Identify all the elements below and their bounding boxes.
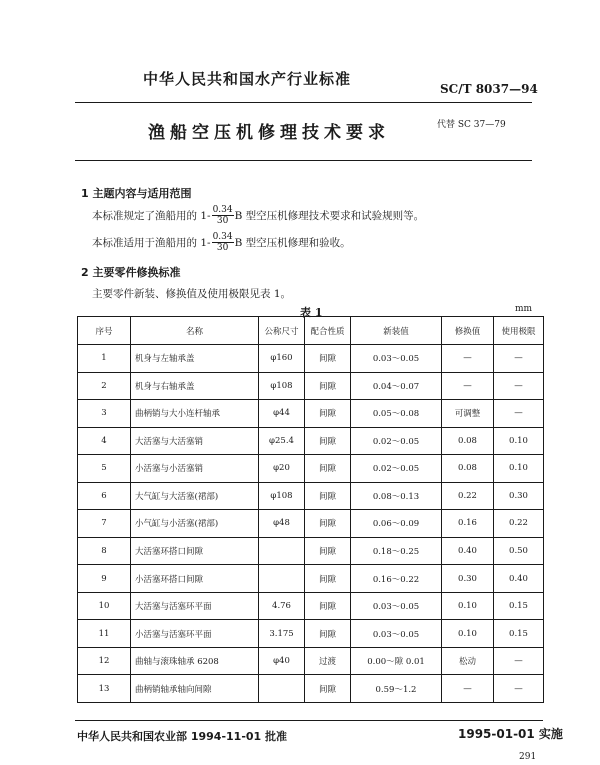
cell-new-value: 0.02～0.05	[351, 427, 442, 455]
section-1-heading: 1 主题内容与适用范围	[81, 187, 192, 200]
cell-replace-value: 松动	[442, 647, 494, 675]
col-header-fit-type: 配合性质	[305, 317, 351, 345]
cell-replace-value: —	[442, 372, 494, 400]
cell-index: 11	[78, 620, 131, 648]
cell-nominal-size: φ25.4	[259, 427, 305, 455]
cell-service-limit: 0.10	[494, 427, 544, 455]
cell-index: 4	[78, 427, 131, 455]
cell-replace-value: 0.16	[442, 510, 494, 538]
cell-service-limit: —	[494, 372, 544, 400]
cell-fit-type: 间隙	[305, 510, 351, 538]
cell-replace-value: 可调整	[442, 400, 494, 428]
cell-service-limit: 0.22	[494, 510, 544, 538]
cell-nominal-size: φ44	[259, 400, 305, 428]
table-row	[78, 510, 544, 538]
cell-index: 7	[78, 510, 131, 538]
cell-nominal-size: 4.76	[259, 592, 305, 620]
cell-name: 小活塞环搭口间隙	[131, 565, 259, 593]
cell-nominal-size: φ48	[259, 510, 305, 538]
cell-service-limit: —	[494, 647, 544, 675]
document-title: 渔船空压机修理技术要求	[148, 123, 390, 143]
cell-nominal-size: 3.175	[259, 620, 305, 648]
cell-new-value: 0.18～0.25	[351, 537, 442, 565]
table-row	[78, 647, 544, 675]
cell-nominal-size	[259, 565, 305, 593]
cell-service-limit: 0.15	[494, 592, 544, 620]
footer-rule	[75, 720, 543, 721]
cell-index: 1	[78, 345, 131, 373]
cell-fit-type: 间隙	[305, 565, 351, 593]
cell-index: 10	[78, 592, 131, 620]
header-rule-bottom	[75, 160, 532, 161]
paragraph-scope	[92, 205, 424, 226]
cell-index: 9	[78, 565, 131, 593]
cell-name: 小活塞与活塞环平面	[131, 620, 259, 648]
cell-nominal-size: φ108	[259, 482, 305, 510]
cell-name: 大气缸与大活塞(裙部)	[131, 482, 259, 510]
cell-new-value: 0.03～0.05	[351, 345, 442, 373]
cell-name: 大活塞与大活塞销	[131, 427, 259, 455]
cell-new-value: 0.59～1.2	[351, 675, 442, 703]
cell-replace-value: —	[442, 675, 494, 703]
cell-fit-type: 间隙	[305, 345, 351, 373]
cell-name: 大活塞与活塞环平面	[131, 592, 259, 620]
cell-service-limit: 0.10	[494, 455, 544, 483]
cell-nominal-size	[259, 675, 305, 703]
cell-new-value: 0.03～0.05	[351, 620, 442, 648]
cell-new-value: 0.00～隙 0.01	[351, 647, 442, 675]
table-row	[78, 345, 544, 373]
cell-new-value: 0.04～0.07	[351, 372, 442, 400]
para-apply-after: B 型空压机修理和验收。	[234, 237, 351, 249]
para-apply-before: 本标准适用于渔船用的 1-	[92, 237, 211, 249]
cell-new-value: 0.03～0.05	[351, 592, 442, 620]
cell-replace-value: —	[442, 345, 494, 373]
cell-service-limit: —	[494, 675, 544, 703]
table-row	[78, 400, 544, 428]
cell-replace-value: 0.10	[442, 620, 494, 648]
fraction-denominator: 30	[216, 216, 229, 226]
col-header-replace-value: 修换值	[442, 317, 494, 345]
table-unit: mm	[515, 304, 533, 314]
cell-replace-value: 0.10	[442, 592, 494, 620]
cell-replace-value: 0.22	[442, 482, 494, 510]
approval-line: 中华人民共和国农业部 1994-11-01 批准	[77, 730, 288, 743]
table-row	[78, 372, 544, 400]
cell-fit-type: 间隙	[305, 400, 351, 428]
cell-fit-type: 间隙	[305, 482, 351, 510]
cell-service-limit: 0.15	[494, 620, 544, 648]
cell-name: 小气缸与小活塞(裙部)	[131, 510, 259, 538]
para-scope-before: 本标准规定了渔船用的 1-	[92, 210, 211, 222]
table-row	[78, 455, 544, 483]
cell-index: 8	[78, 537, 131, 565]
paragraph-table-ref: 主要零件新装、修换值及使用极限见表 1。	[92, 288, 292, 300]
cell-replace-value: 0.40	[442, 537, 494, 565]
cell-new-value: 0.02～0.05	[351, 455, 442, 483]
cell-fit-type: 间隙	[305, 455, 351, 483]
cell-service-limit: —	[494, 400, 544, 428]
table-body	[78, 345, 544, 703]
cell-fit-type: 间隙	[305, 537, 351, 565]
section-2-heading: 2 主要零件修换标准	[81, 266, 181, 279]
paragraph-applicability	[92, 232, 351, 253]
cell-service-limit: —	[494, 345, 544, 373]
cell-replace-value: 0.08	[442, 455, 494, 483]
cell-index: 2	[78, 372, 131, 400]
cell-index: 5	[78, 455, 131, 483]
cell-name: 大活塞环搭口间隙	[131, 537, 259, 565]
cell-replace-value: 0.08	[442, 427, 494, 455]
table-row	[78, 427, 544, 455]
cell-name: 机身与右轴承盖	[131, 372, 259, 400]
cell-index: 12	[78, 647, 131, 675]
cell-fit-type: 过渡	[305, 647, 351, 675]
para-scope-after: B 型空压机修理技术要求和试验规则等。	[234, 210, 425, 222]
table-row	[78, 592, 544, 620]
table-caption: 表 1	[300, 306, 323, 319]
page-number: 291	[519, 752, 537, 762]
table-row	[78, 565, 544, 593]
cell-new-value: 0.16～0.22	[351, 565, 442, 593]
org-title: 中华人民共和国水产行业标准	[143, 70, 352, 88]
cell-name: 曲柄销与大小连杆轴承	[131, 400, 259, 428]
table-header-row	[78, 317, 544, 345]
cell-nominal-size: φ108	[259, 372, 305, 400]
cell-name: 机身与左轴承盖	[131, 345, 259, 373]
cell-index: 6	[78, 482, 131, 510]
parts-spec-table	[77, 316, 544, 703]
cell-name: 小活塞与小活塞销	[131, 455, 259, 483]
effective-date: 1995-01-01 实施	[458, 727, 563, 741]
header-rule-top	[75, 102, 532, 103]
cell-fit-type: 间隙	[305, 372, 351, 400]
cell-service-limit: 0.30	[494, 482, 544, 510]
cell-service-limit: 0.40	[494, 565, 544, 593]
cell-name: 曲轴与滚珠轴承 6208	[131, 647, 259, 675]
cell-new-value: 0.06～0.09	[351, 510, 442, 538]
fraction-denominator: 30	[216, 243, 229, 253]
col-header-service-limit: 使用极限	[494, 317, 544, 345]
col-header-index: 序号	[78, 317, 131, 345]
table-row	[78, 620, 544, 648]
replaces-note: 代替 SC 37—79	[437, 120, 506, 130]
table-row	[78, 482, 544, 510]
cell-index: 13	[78, 675, 131, 703]
cell-index: 3	[78, 400, 131, 428]
fraction-numerator: 0.34	[212, 232, 233, 242]
table-row	[78, 537, 544, 565]
cell-nominal-size	[259, 537, 305, 565]
cell-new-value: 0.08～0.13	[351, 482, 442, 510]
standard-code: SC/T 8037—94	[440, 82, 538, 96]
table-row	[78, 675, 544, 703]
cell-replace-value: 0.30	[442, 565, 494, 593]
cell-nominal-size: φ40	[259, 647, 305, 675]
cell-service-limit: 0.50	[494, 537, 544, 565]
cell-fit-type: 间隙	[305, 592, 351, 620]
col-header-new-value: 新装值	[351, 317, 442, 345]
cell-fit-type: 间隙	[305, 620, 351, 648]
cell-fit-type: 间隙	[305, 675, 351, 703]
model-fraction	[212, 205, 234, 226]
cell-name: 曲柄销轴承轴向间隙	[131, 675, 259, 703]
cell-nominal-size: φ160	[259, 345, 305, 373]
cell-new-value: 0.05～0.08	[351, 400, 442, 428]
col-header-name: 名称	[131, 317, 259, 345]
cell-fit-type: 间隙	[305, 427, 351, 455]
fraction-numerator: 0.34	[212, 205, 233, 215]
model-fraction	[212, 232, 234, 253]
col-header-nominal-size: 公称尺寸	[259, 317, 305, 345]
cell-nominal-size: φ20	[259, 455, 305, 483]
